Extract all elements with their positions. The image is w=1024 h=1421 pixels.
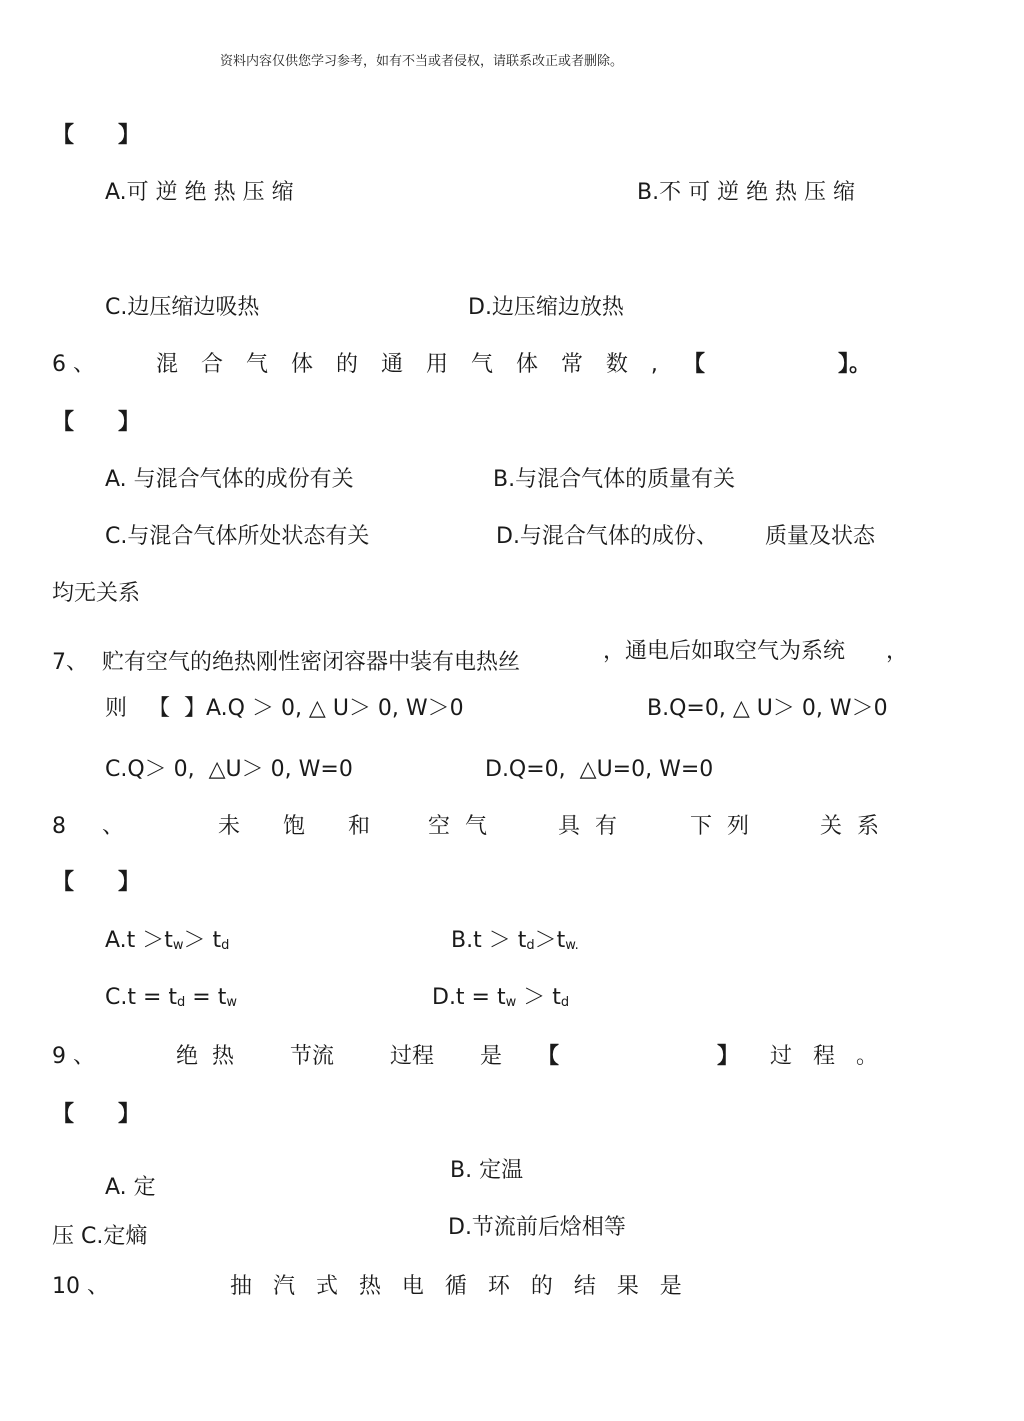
q8-option-b-mid: ＞t: [534, 928, 566, 953]
q9-answer-bracket-close: 】: [118, 1102, 141, 1127]
q7-option-d: D.Q=0, △U=0, W=0: [485, 757, 714, 782]
q6-option-a: A. 与混合气体的成份有关: [105, 467, 354, 492]
q8-stem-word2: 饱: [283, 814, 306, 839]
q9-stem-word3: 过程: [390, 1044, 435, 1069]
q6-option-d-cont: 质量及状态: [765, 524, 876, 549]
q6-blank-bracket-open: 【: [683, 352, 706, 377]
q5-answer-bracket-open: 【: [52, 123, 75, 148]
q9-stem-word2: 节流: [290, 1044, 335, 1069]
q9-option-d: D.节流前后焓相等: [448, 1215, 626, 1240]
q8-stem-word1: 未: [218, 814, 241, 839]
q9-blank-bracket-close: 】: [717, 1044, 740, 1069]
q8-option-d: [432, 987, 569, 1009]
q6-stem: 混 合 气 体 的 通 用 气 体 常 数 ,: [156, 352, 666, 377]
q8-option-b-sub2: w.: [565, 938, 579, 953]
q6-option-d-wrap: 均无关系: [52, 581, 141, 606]
q5-option-c: C.边压缩边吸热: [105, 295, 260, 320]
q8-number: 8: [52, 814, 66, 839]
q8-option-a-mid: ＞ t: [183, 928, 222, 953]
q6-blank-bracket-close: 】。: [838, 352, 872, 377]
q7-line2-prefix: 则: [105, 696, 128, 721]
q8-option-d-sub2: d: [560, 995, 570, 1010]
q5-option-b: B.不 可 逆 绝 热 压 缩: [637, 180, 856, 205]
q6-option-d: D.与混合气体的成份、: [496, 524, 718, 549]
q9-option-a: A. 定: [105, 1175, 156, 1200]
q7-option-a: 【 】A.Q ＞ 0, △ U＞ 0, W＞0: [148, 696, 464, 721]
q7-option-c: C.Q＞ 0, △U＞ 0, W=0: [105, 757, 353, 782]
q8-option-c-mid: = t: [185, 985, 227, 1010]
q8-option-c: [105, 987, 237, 1009]
q7-stem-part1: 贮有空气的绝热刚性密闭容器中装有电热丝: [102, 650, 521, 675]
q7-option-b: B.Q=0, △ U＞ 0, W＞0: [647, 696, 888, 721]
q9-option-b: B. 定温: [450, 1158, 524, 1183]
q6-answer-bracket-close: 】: [118, 410, 141, 435]
q7-stem-part3: ，: [886, 639, 909, 664]
q8-option-d-mid: ＞ t: [516, 985, 561, 1010]
q6-option-b: B.与混合气体的质量有关: [493, 467, 736, 492]
q6-number: 6 、: [52, 352, 95, 377]
q10-number: 10 、: [52, 1274, 109, 1299]
q8-answer-bracket-close: 】: [118, 870, 141, 895]
q8-option-a-sub1: w: [172, 938, 184, 953]
q8-stem-word6: 下 列: [690, 814, 753, 839]
q7-stem-part2: ，通电后如取空气为系统: [603, 639, 846, 664]
q8-stem-word7: 关 系: [820, 814, 883, 839]
q8-option-c-text: C.t = t: [105, 985, 178, 1010]
q7-number: 7、: [52, 650, 88, 675]
q8-option-d-text: D.t = t: [432, 985, 506, 1010]
q9-blank-bracket-open: 【: [537, 1044, 560, 1069]
q8-stem-word5: 具 有: [558, 814, 621, 839]
q5-option-d: D.边压缩边放热: [468, 295, 624, 320]
q9-number: 9 、: [52, 1044, 95, 1069]
q10-stem: 抽 汽 式 热 电 循 环 的 结 果 是: [230, 1274, 682, 1299]
q8-option-b: [451, 930, 579, 952]
q8-separator: 、: [102, 814, 125, 839]
q6-option-c: C.与混合气体所处状态有关: [105, 524, 370, 549]
q8-option-a: [105, 930, 229, 952]
q9-stem-word4: 是: [480, 1044, 503, 1069]
q5-answer-bracket-close: 】: [118, 123, 141, 148]
q8-option-b-sub1: d: [526, 938, 535, 953]
q8-stem-word4: 空 气: [428, 814, 491, 839]
q8-option-a-text: A.t ＞t: [105, 928, 173, 953]
q8-option-b-text: B.t ＞ t: [451, 928, 527, 953]
q8-stem-word3: 和: [348, 814, 371, 839]
q9-option-a-wrap: 压 C.定熵: [52, 1224, 148, 1249]
q9-answer-bracket-open: 【: [52, 1102, 75, 1127]
q8-option-c-sub2: w: [226, 995, 237, 1010]
q9-stem-word1: 绝 热: [176, 1044, 234, 1069]
q8-option-a-sub2: d: [221, 938, 230, 953]
q8-answer-bracket-open: 【: [52, 870, 75, 895]
q9-stem-word5: 过 程 。: [770, 1044, 878, 1069]
q6-answer-bracket-open: 【: [52, 410, 75, 435]
header-notice: 资料内容仅供您学习参考，如有不当或者侵权，请联系改正或者删除。: [220, 54, 624, 69]
q8-option-d-sub1: w: [505, 995, 517, 1010]
q8-option-c-sub1: d: [177, 995, 186, 1010]
q5-option-a: A.可 逆 绝 热 压 缩: [105, 180, 294, 205]
